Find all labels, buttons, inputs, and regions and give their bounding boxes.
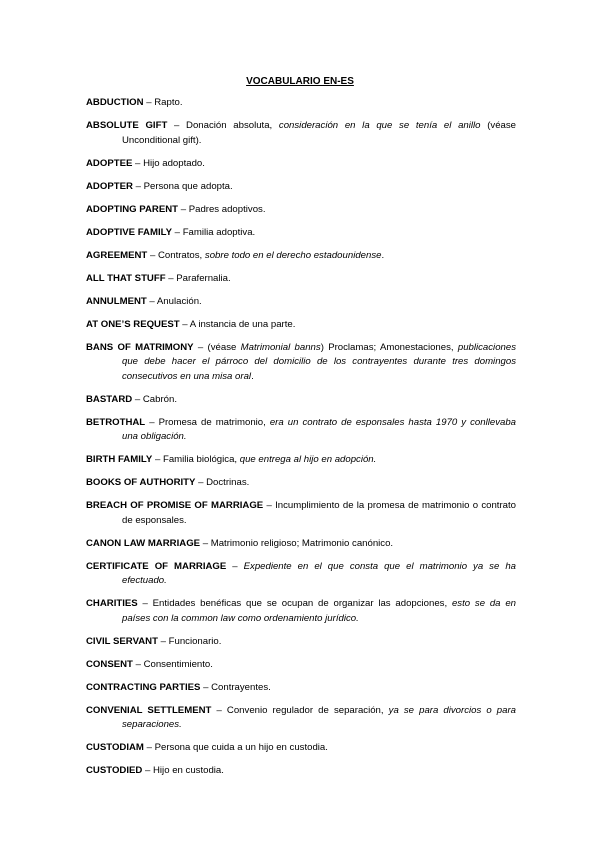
glossary-definition: Matrimonio religioso; Matrimonio canónico. — [210, 537, 394, 549]
glossary-definition: Convenio regulador de separación, — [226, 704, 389, 716]
glossary-term: ABDUCTION — [86, 97, 144, 108]
entry-dash: – — [179, 318, 190, 330]
entry-dash: – — [178, 203, 189, 215]
glossary-entry — [86, 96, 516, 111]
definition-note: ya se para divorcios o para separaciones. — [122, 704, 516, 730]
glossary-list — [86, 96, 516, 787]
glossary-term: CANON LAW MARRIAGE — [86, 537, 201, 549]
definition-note: sobre todo en el derecho estadounidense — [204, 249, 382, 261]
glossary-definition: Doctrinas. — [206, 477, 250, 488]
glossary-term: ANNULMENT — [86, 295, 147, 307]
entry-dash: – — [132, 393, 143, 405]
glossary-entry — [86, 537, 516, 552]
glossary-definition: A instancia de una parte. — [189, 318, 296, 330]
glossary-entry — [86, 416, 516, 445]
glossary-definition: Contrayentes. — [211, 681, 271, 693]
glossary-definition: Persona que adopta. — [143, 180, 233, 192]
entry-dash: – — [132, 658, 144, 670]
entry-dash: – — [146, 295, 157, 307]
glossary-term: ABSOLUTE GIFT — [86, 120, 168, 131]
glossary-term: ALL THAT STUFF — [86, 272, 166, 284]
definition-note: esto se da en países con la common law como ordenamiento jurídico. — [122, 598, 517, 624]
definition-note: era un contrato de esponsales hasta 1970 y conllevaba una obligación. — [122, 416, 516, 442]
definition-continuation: . — [381, 249, 385, 261]
entry-dash: – — [172, 226, 183, 238]
glossary-definition: Incumplimiento de la promesa de matrimonio o contrato de esponsales. — [122, 500, 517, 526]
glossary-definition: Contratos, — [157, 249, 205, 261]
glossary-entry — [86, 499, 516, 528]
definition-note: publicaciones que debe hacer el párroco del domicilio de los contrayentes durante tres domingos consecutivos en una misa oral — [122, 341, 516, 382]
glossary-term: BANS OF MATRIMONY — [86, 341, 194, 353]
entry-dash: – — [157, 635, 169, 647]
glossary-term: BASTARD — [86, 393, 133, 405]
entry-dash: – — [200, 537, 211, 549]
glossary-definition: Parafernalia. — [176, 272, 231, 284]
glossary-definition: Familia adoptiva. — [182, 226, 256, 238]
entry-dash: – — [132, 157, 144, 169]
glossary-entry — [86, 741, 516, 756]
glossary-definition: Persona que cuida a un hijo en custodia. — [154, 742, 328, 753]
glossary-definition: Cabrón. — [142, 393, 178, 405]
glossary-term: ADOPTER — [86, 180, 133, 192]
entry-dash: – — [263, 500, 276, 511]
glossary-definition: Familia biológica, — [162, 454, 240, 465]
entry-dash: – — [226, 560, 244, 572]
definition-continuation: . — [251, 370, 254, 382]
glossary-entry — [86, 157, 516, 172]
definition-note: Matrimonial banns — [240, 341, 321, 353]
glossary-entry — [86, 203, 516, 218]
glossary-definition: Anulación. — [156, 295, 202, 307]
glossary-term: AT ONE’S REQUEST — [86, 318, 180, 330]
glossary-entry — [86, 658, 516, 673]
glossary-entry — [86, 560, 516, 589]
glossary-entry — [86, 295, 516, 310]
glossary-term: CERTIFICATE OF MARRIAGE — [86, 560, 227, 572]
glossary-entry — [86, 764, 516, 779]
definition-note: que entrega al hijo en adopción. — [239, 454, 377, 465]
glossary-entry — [86, 272, 516, 287]
glossary-definition: Donación absoluta, — [186, 120, 279, 131]
glossary-definition: Rapto. — [154, 97, 183, 108]
glossary-term: CUSTODIAM — [86, 742, 144, 753]
entry-dash: – — [193, 341, 208, 353]
glossary-definition: Funcionario. — [168, 635, 222, 647]
definition-continuation: ) Proclamas; Amonestaciones, — [320, 341, 458, 353]
glossary-entry — [86, 341, 516, 385]
glossary-definition: Hijo en custodia. — [153, 765, 224, 776]
glossary-entry — [86, 318, 516, 333]
glossary-entry — [86, 476, 516, 491]
entry-dash: – — [145, 416, 159, 428]
glossary-term: ADOPTING PARENT — [86, 203, 179, 215]
glossary-term: BREACH OF PROMISE OF MARRIAGE — [86, 500, 264, 511]
glossary-entry — [86, 597, 516, 626]
glossary-term: CONSENT — [86, 658, 133, 670]
definition-note: Expediente en el que consta que el matrimonio ya se ha efectuado. — [122, 560, 516, 586]
glossary-term: ADOPTIVE FAMILY — [86, 226, 173, 238]
glossary-term: ADOPTEE — [86, 157, 133, 169]
glossary-term: BETROTHAL — [86, 416, 146, 428]
entry-dash: – — [211, 704, 227, 716]
glossary-term: CIVIL SERVANT — [86, 635, 158, 647]
entry-dash: – — [152, 454, 163, 465]
glossary-term: AGREEMENT — [86, 249, 148, 261]
glossary-term: BOOKS OF AUTHORITY — [86, 477, 196, 488]
glossary-definition: Hijo adoptado. — [143, 157, 205, 169]
glossary-entry — [86, 704, 516, 733]
glossary-entry — [86, 635, 516, 650]
glossary-entry — [86, 249, 516, 264]
glossary-definition: Promesa de matrimonio, — [158, 416, 270, 428]
entry-dash: – — [200, 681, 212, 693]
glossary-term: CHARITIES — [86, 598, 138, 609]
glossary-definition: Consentimiento. — [143, 658, 213, 670]
document-title: VOCABULARIO EN-ES — [246, 76, 354, 87]
glossary-term: CONTRACTING PARTIES — [86, 681, 201, 693]
entry-dash: – — [142, 765, 153, 776]
glossary-term: CONVENIAL SETTLEMENT — [86, 704, 212, 716]
glossary-entry — [86, 119, 516, 148]
glossary-entry — [86, 180, 516, 195]
entry-dash: – — [143, 97, 155, 108]
entry-dash: – — [167, 120, 187, 131]
glossary-entry — [86, 681, 516, 696]
entry-dash: – — [195, 477, 207, 488]
glossary-entry — [86, 453, 516, 468]
entry-dash: – — [137, 598, 153, 609]
entry-dash: – — [143, 742, 155, 753]
definition-continuation: (véase Unconditional gift). — [122, 120, 516, 146]
entry-dash: – — [132, 180, 144, 192]
definition-note: consideración en la que se tenía el anillo — [278, 120, 481, 131]
glossary-entry — [86, 393, 516, 408]
glossary-term: BIRTH FAMILY — [86, 454, 153, 465]
entry-dash: – — [147, 249, 158, 261]
glossary-entry — [86, 226, 516, 241]
glossary-definition: Padres adoptivos. — [188, 203, 266, 215]
glossary-term: CUSTODIED — [86, 765, 143, 776]
entry-dash: – — [165, 272, 177, 284]
glossary-definition: (véase — [207, 341, 241, 353]
glossary-definition: Entidades benéficas que se ocupan de organizar las adopciones, — [152, 598, 452, 609]
